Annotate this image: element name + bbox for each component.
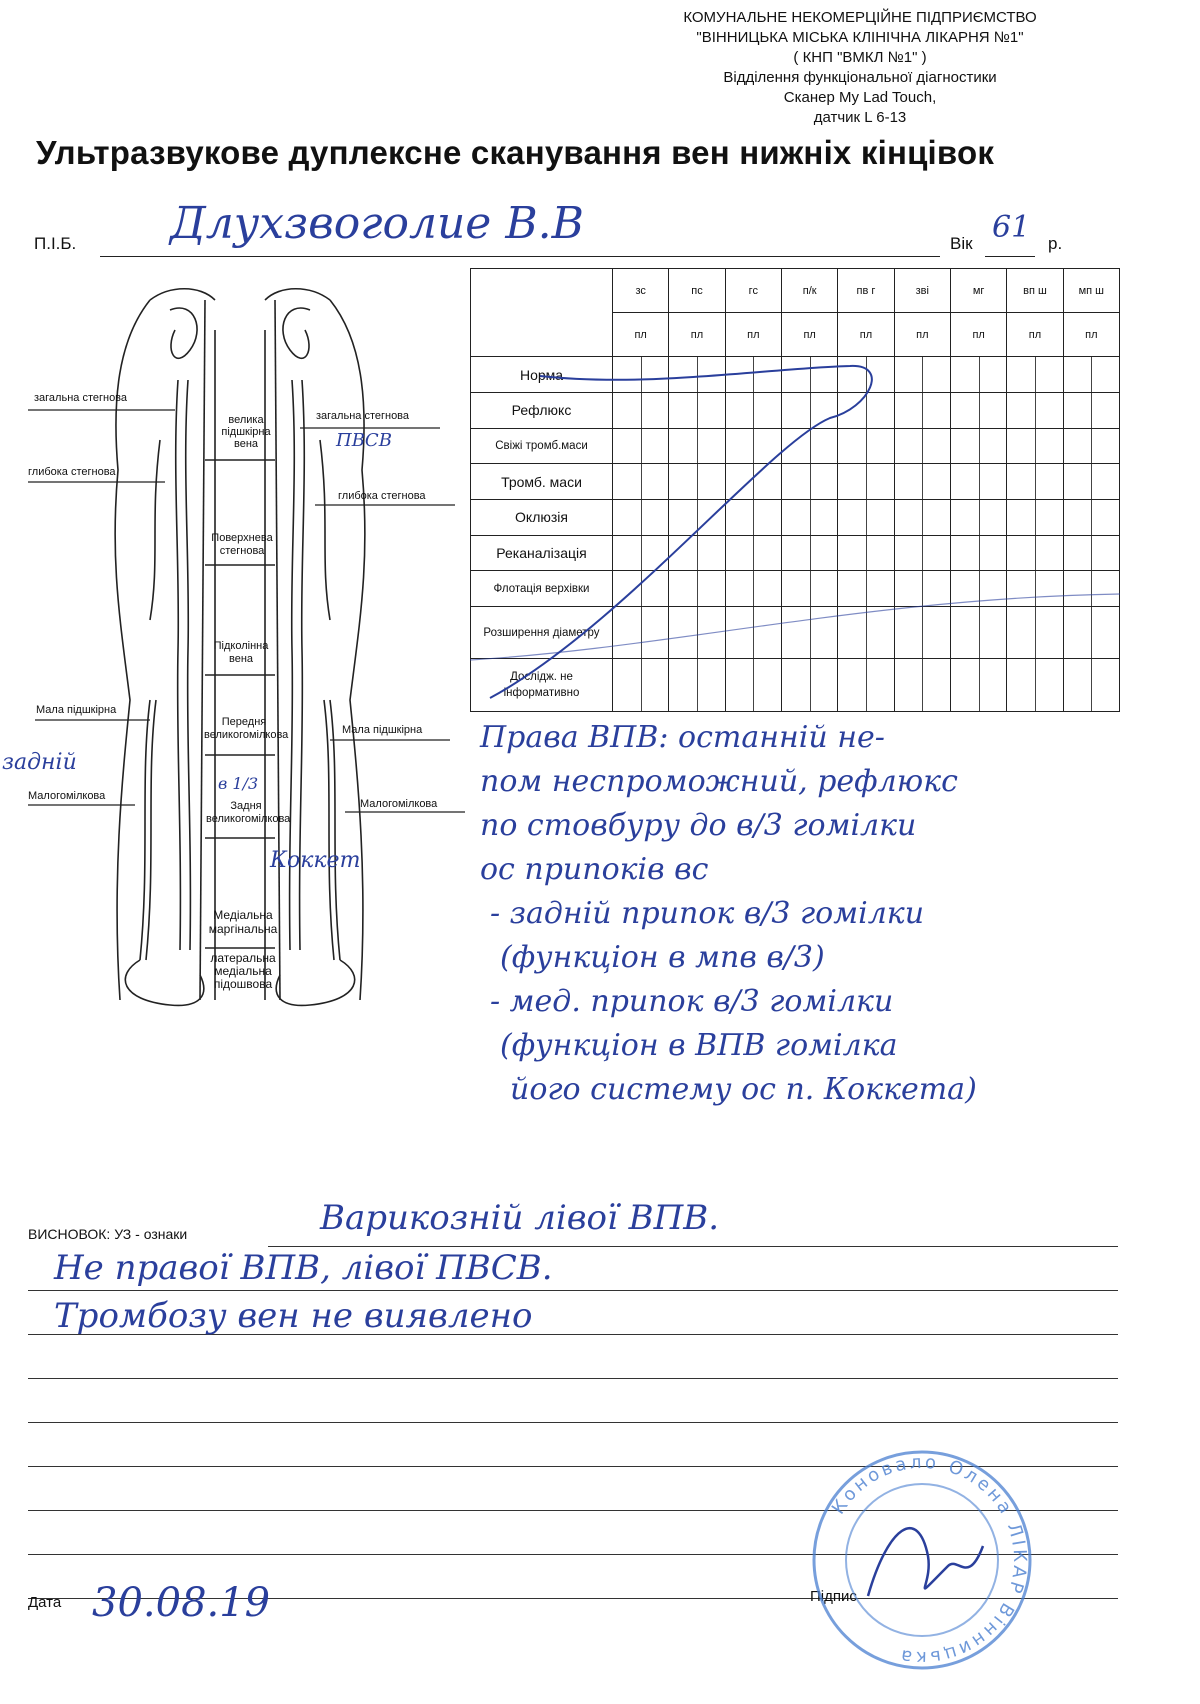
row-label: Рефлюкс	[471, 392, 613, 428]
col-header: п/к	[781, 269, 837, 313]
label-left-common-femoral: загальна стегнова	[34, 392, 128, 404]
document-title: Ультразвукове дуплексне сканування вен нижніх кінцівок	[36, 134, 995, 171]
header-line-1: КОМУНАЛЬНЕ НЕКОМЕРЦІЙНЕ ПІДПРИЄМСТВО	[683, 9, 1037, 26]
label-lateral-medial-plantar: латеральна медіальна підошвова	[210, 951, 276, 991]
age-underline	[985, 256, 1035, 257]
col-header: гс	[725, 269, 781, 313]
note-line: (функціон в ВПВ гомілка	[500, 1028, 898, 1063]
stamp-text: Коновало Олена ЛІКАР Вінницька	[827, 1451, 1031, 1669]
row-label: Реканалізація	[471, 535, 613, 571]
date-label: Дата	[28, 1594, 62, 1611]
col-subheader: пл	[613, 313, 669, 357]
note-line: ос припоків вс	[480, 852, 709, 887]
col-subheader: пл	[838, 313, 894, 357]
row-label: Розширення діаметру	[471, 606, 613, 658]
header-line-2: "ВІННИЦЬКА МІСЬКА КЛІНІЧНА ЛІКАРНЯ №1"	[696, 29, 1024, 46]
row-label: Тромб. маси	[471, 464, 613, 500]
note-line: пом неспроможний, рефлюкс	[480, 764, 958, 799]
name-underline	[100, 256, 940, 257]
note-line: його систему ос п. Коккета)	[510, 1072, 977, 1107]
col-header: пв г	[838, 269, 894, 313]
diagram-note-v13: в 1/3	[218, 774, 259, 793]
conclusion-text-1: Варикозній лівої ВПВ.	[320, 1198, 720, 1238]
conclusion-text-3: Тромбозу вен не виявлено	[54, 1296, 533, 1336]
patient-name: Длухзвоголие В.В	[170, 198, 584, 249]
col-header: мп ш	[1063, 269, 1119, 313]
col-header: зс	[613, 269, 669, 313]
label-superficial-femoral: Поверхнева стегнова	[211, 532, 273, 557]
conclusion-line-1	[268, 1246, 1118, 1247]
col-subheader: пл	[950, 313, 1006, 357]
label-great-saphenous: велика підшкірна вена	[221, 414, 271, 450]
header-line-3: ( КНП "ВМКЛ №1" )	[793, 49, 927, 66]
note-line: - мед. припок в/3 гомілки	[490, 984, 894, 1019]
label-right-deep-femoral: глибока стегнова	[338, 490, 426, 502]
diagram-note-cockett: Коккет	[270, 848, 361, 873]
conclusion-line-5	[28, 1422, 1118, 1423]
label-posterior-tibial: Задня великогомілкова	[206, 800, 291, 825]
age-suffix: р.	[1048, 234, 1063, 253]
label-medial-marginal: Медіальна маргінальна	[208, 908, 278, 936]
note-line: Права ВПВ: останній не-	[480, 720, 885, 755]
note-line: по стовбуру до в/3 гомілки	[480, 808, 917, 843]
row-label: Дослідж. не інформативно	[471, 659, 613, 712]
row-label: Оклюзія	[471, 499, 613, 535]
col-header: вп ш	[1007, 269, 1063, 313]
row-label: Флотація верхівки	[471, 571, 613, 607]
date-value: 30.08.19	[92, 1580, 271, 1626]
col-subheader: пл	[1007, 313, 1063, 357]
diagram-note-posterior: задній	[2, 750, 77, 775]
row-label: Свіжі тромб.маси	[471, 428, 613, 464]
signature-label: Підпис	[810, 1588, 857, 1605]
name-label: П.І.Б.	[34, 234, 77, 253]
col-subheader: пл	[669, 313, 725, 357]
row-label: Норма	[471, 357, 613, 393]
age-label: Вік	[950, 234, 973, 253]
label-left-peroneal: Малогомілкова	[28, 790, 106, 802]
col-subheader: пл	[1063, 313, 1119, 357]
col-subheader: пл	[725, 313, 781, 357]
diagram-note-pvcv: ПВСВ	[336, 430, 392, 451]
table-strike-curve	[470, 268, 1120, 712]
label-popliteal: Підколінна вена	[213, 640, 269, 665]
doctor-stamp	[808, 1446, 1036, 1674]
col-subheader: пл	[894, 313, 950, 357]
label-left-deep-femoral: глибока стегнова	[28, 466, 116, 478]
label-right-peroneal: Малогомілкова	[360, 798, 438, 810]
note-line: (функціон в мпв в/3)	[500, 940, 825, 975]
header-line-6: датчик L 6-13	[813, 109, 907, 126]
age-value: 61	[992, 210, 1031, 245]
note-line: - задній припок в/3 гомілки	[490, 896, 925, 931]
header-line-5: Сканер My Lad Touch,	[783, 89, 937, 106]
conclusion-line-2	[28, 1290, 1118, 1291]
conclusion-line-4	[28, 1378, 1118, 1379]
label-right-small-saphenous: Мала підшкірна	[342, 724, 423, 736]
label-anterior-tibial: Передня великогомілкова	[204, 716, 289, 741]
label-left-small-saphenous: Мала підшкірна	[36, 704, 117, 716]
col-subheader: пл	[781, 313, 837, 357]
label-right-common-femoral: загальна стегнова	[316, 410, 410, 422]
col-header: пс	[669, 269, 725, 313]
col-header: зві	[894, 269, 950, 313]
header-line-4: Відділення функціональної діагностики	[723, 69, 997, 86]
col-header: мг	[950, 269, 1006, 313]
institution-header	[520, 8, 1200, 128]
conclusion-text-2: Не правої ВПВ, лівої ПВСВ.	[54, 1248, 553, 1288]
conclusion-label: ВИСНОВОК: УЗ - ознаки	[28, 1226, 188, 1242]
